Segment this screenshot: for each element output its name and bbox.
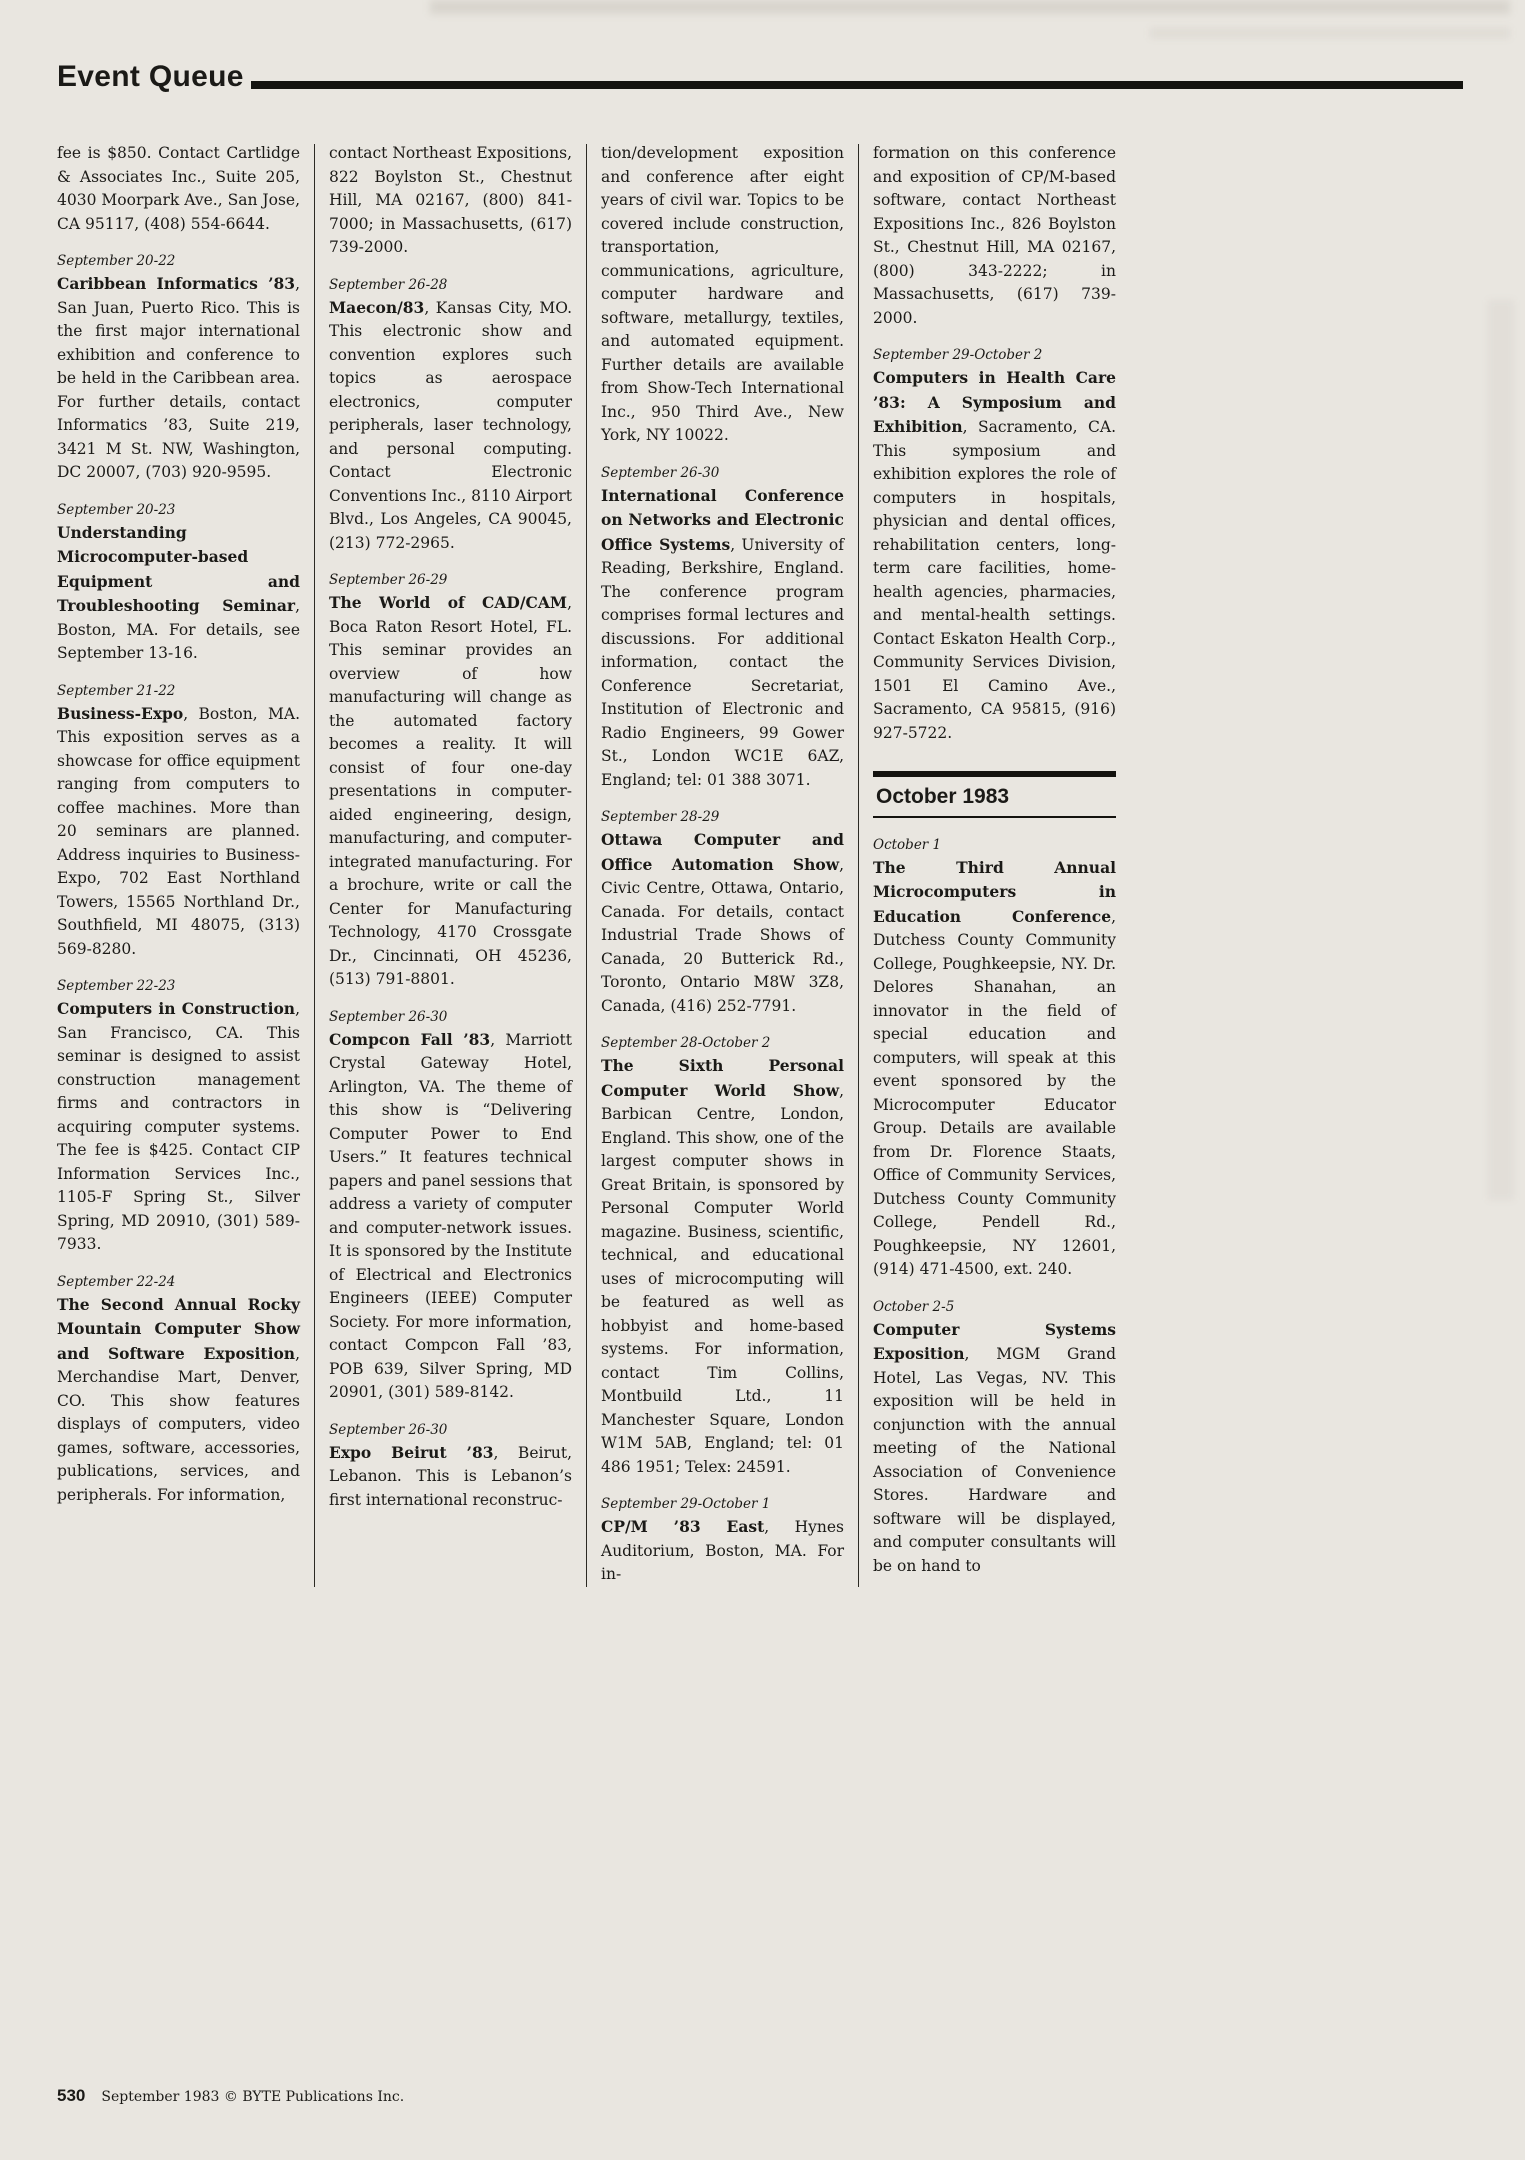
- event-listing: [329, 569, 572, 992]
- page-number: 530: [57, 2086, 86, 2105]
- event-listing: [873, 1296, 1116, 1579]
- event-listing: [57, 250, 300, 485]
- event-paragraph: [601, 828, 844, 1018]
- event-title: International Conference on Networks and Electronic Office Systems: [601, 485, 844, 554]
- event-description: , University of Reading, Berkshire, England. The conference program comprises formal lectures and discussions. For additional information, contact the Conference Secretariat, Institution of Electronic and Radio Engineers, 99 Gower St., London WC1E 6AZ, England; tel: 01 388 3071.: [601, 535, 844, 789]
- column-divider: [314, 144, 315, 1587]
- event-listing: [601, 1493, 844, 1587]
- event-description: , San Juan, Puerto Rico. This is the first major international exhibition and conference to be held in the Caribbean area. For further details, contact Informatics ’83, Suite 219, 3421 M St. NW, Washington, DC 20007, (703) 920-9595.: [57, 275, 300, 481]
- event-date: September 28-29: [601, 809, 720, 825]
- event-paragraph: [329, 591, 572, 992]
- event-date: September 26-30: [329, 1421, 448, 1438]
- event-date: September 26-29: [329, 572, 448, 588]
- event-paragraph: [57, 272, 300, 485]
- scan-artifact: [1150, 28, 1510, 38]
- page-footer: [57, 2086, 404, 2106]
- event-paragraph: [329, 1441, 572, 1513]
- event-title: Computer Systems Exposition: [873, 1319, 1116, 1363]
- header-rule: [251, 81, 1463, 89]
- column-divider: [586, 144, 587, 1587]
- column-4: [873, 142, 1116, 1587]
- event-date: September 29-October 1: [601, 1496, 771, 1512]
- event-date: September 29-October 2: [873, 347, 1043, 363]
- event-title: The Sixth Personal Computer World Show: [601, 1056, 844, 1100]
- event-title: Business-Expo: [57, 703, 184, 723]
- event-listing: [57, 499, 300, 666]
- event-listing: [57, 1271, 300, 1508]
- event-title: Computers in Construction: [57, 999, 296, 1018]
- event-description: , Barbican Centre, London, England. This show, one of the largest computer shows in Great Britain, is sponsored by Personal Computer World magazine. Business, scientific, technical, and educational uses of microcomputing will be featured as well as hobbyist and home-based systems. For information, contact Tim Collins, Montbuild Ltd., 11 Manchester Square, London W1M 5AB, England; tel: 01 486 1951; Telex: 24591.: [601, 1081, 844, 1476]
- event-description: , San Francisco, CA. This seminar is designed to assist construction management firms and contractors in acquiring computer systems. The fee is $425. Contact CIP Information Services Inc., 1105-F Spring St., Silver Spring, MD 20910, (301) 589-7933.: [57, 1000, 300, 1253]
- section-title: Event Queue: [57, 60, 244, 93]
- event-listing: [329, 1419, 572, 1513]
- month-header-label: October 1983: [876, 785, 1010, 808]
- event-description: , Merchandise Mart, Denver, CO. This show features displays of computers, video games, software, accessories, publications, services, and peripherals. For information,: [57, 1344, 300, 1504]
- event-description: , Boston, MA. This exposition serves as a showcase for office equipment ranging from computers to coffee machines. More than 20 seminars are planned. Address inquiries to Business-Expo, 702 East Northland Towers, 15565 Northland Dr., Southfield, MI 48075, (313) 569-8280.: [57, 704, 300, 958]
- event-date: September 21-22: [57, 682, 176, 699]
- event-paragraph: [57, 521, 300, 666]
- event-paragraph: [873, 366, 1116, 745]
- event-date: September 26-30: [329, 1008, 448, 1025]
- event-description: , Marriott Crystal Gateway Hotel, Arlington, VA. The theme of this show is “Delivering Computer Power to End Users.” It features technical papers and panel sessions that address a variety of computer and computer-network issues. It is sponsored by the Institute of Electrical and Electronics Engineers (IEEE) Computer Society. For more information, contact Compcon Fall ’83, POB 639, Silver Spring, MD 20901, (301) 589-8142.: [329, 1030, 573, 1401]
- event-paragraph: [329, 296, 572, 556]
- event-title: Caribbean Informatics ’83: [57, 274, 296, 293]
- event-title: Ottawa Computer and Office Automation Show: [601, 830, 844, 874]
- event-title: CP/M ’83 East: [601, 1517, 765, 1536]
- event-description: , Sacramento, CA. This symposium and exhibition explores the role of computers in hospitals, physician and dental offices, rehabilitation centers, long-term care facilities, home-health agencies, pharmacies, and mental-health settings. Contact Eskaton Health Corp., Community Services Division, 1501 El Camino Ave., Sacramento, CA 95815, (916) 927-5722.: [873, 418, 1116, 742]
- event-paragraph: [873, 1318, 1116, 1579]
- event-date: October 1: [873, 836, 942, 853]
- event-paragraph: [601, 1054, 844, 1479]
- event-listing: [57, 975, 300, 1257]
- event-continuation-text: tion/development exposition and conference after eight years of civil war. Topics to be covered include construction, transportation, communications, agriculture, computer hardware and software, metallurgy, textiles, and automated equipment. Further details are available from Show-Tech International Inc., 950 Third Ave., New York, NY 10022.: [601, 144, 844, 444]
- event-date: October 2-5: [873, 1298, 955, 1315]
- event-paragraph: [57, 1293, 300, 1508]
- event-date: September 20-23: [57, 501, 176, 518]
- event-date: September 22-24: [57, 1273, 176, 1290]
- event-continuation-text: formation on this conference and exposition of CP/M-based software, contact Northeast Expositions Inc., 826 Boylston St., Chestnut Hill, MA 02167, (800) 343-2222; in Massachusetts, (617) 739-2000.: [873, 144, 1116, 327]
- column-1: [57, 142, 300, 1587]
- event-description: , MGM Grand Hotel, Las Vegas, NV. This exposition will be held in conjunction with the annual meeting of the National Association of Convenience Stores. Hardware and software will be displayed, and computer consultants will be on hand to: [873, 1345, 1116, 1575]
- event-listing: [601, 462, 844, 793]
- event-title: Expo Beirut ’83: [329, 1442, 494, 1462]
- event-listing: [329, 274, 572, 556]
- event-paragraph: [601, 1515, 844, 1587]
- event-paragraph: [57, 997, 300, 1257]
- event-title: Computers in Health Care ’83: A Symposium and Exhibition: [873, 368, 1116, 436]
- event-listing: [873, 834, 1116, 1282]
- event-description: , Civic Centre, Ottawa, Ontario, Canada. For details, contact Industrial Trade Shows of Canada, 20 Butterick Rd., Toronto, Ontario M8W 3Z8, Canada, (416) 252-7791.: [601, 855, 844, 1015]
- event-date: September 26-30: [601, 464, 720, 481]
- event-date: September 28-October 2: [601, 1035, 771, 1051]
- event-title: Understanding Microcomputer-based Equipment and Troubleshooting Seminar: [57, 522, 300, 615]
- scan-artifact: [430, 0, 1510, 14]
- event-listing: [329, 1006, 572, 1405]
- event-title: Compcon Fall ’83: [329, 1029, 491, 1049]
- event-listing: [873, 344, 1116, 745]
- event-title: The World of CAD/CAM: [329, 593, 568, 612]
- event-title: Maecon/83: [329, 297, 425, 317]
- column-2: [329, 142, 572, 1587]
- column-divider: [858, 144, 859, 1587]
- event-paragraph: [601, 484, 844, 793]
- event-title: The Third Annual Microcomputers in Education Conference: [873, 857, 1116, 926]
- column-3: [601, 142, 844, 1587]
- imprint: September 1983 © BYTE Publications Inc.: [101, 2089, 405, 2105]
- event-date: September 22-23: [57, 978, 176, 994]
- event-date: September 26-28: [329, 276, 448, 293]
- event-title: The Second Annual Rocky Mountain Computer Show and Software Exposition: [57, 1294, 300, 1363]
- scan-artifact: [1488, 300, 1514, 1200]
- event-listing: [601, 806, 844, 1018]
- event-description: , Beirut, Lebanon. This is Lebanon’s first international reconstruc-: [329, 1443, 572, 1509]
- page-header: [57, 62, 1463, 92]
- event-listing: [601, 1032, 844, 1479]
- event-continuation-text: fee is $850. Contact Cartlidge & Associates Inc., Suite 205, 4030 Moorpark Ave., San Jose, CA 95117, (408) 554-6644.: [57, 144, 300, 233]
- event-description: , Kansas City, MO. This electronic show and convention explores such topics as aerospace electronics, computer peripherals, laser technology, and personal computing. Contact Electronic Conventions Inc., 8110 Airport Blvd., Los Angeles, CA 90045, (213) 772-2965.: [329, 298, 572, 552]
- event-continuation-text: contact Northeast Expositions, 822 Boylston St., Chestnut Hill, MA 02167, (800) 841-7000; in Massachusetts, (617) 739-2000.: [329, 144, 572, 256]
- event-paragraph: [873, 856, 1116, 1282]
- event-description: , Boca Raton Resort Hotel, FL. This seminar provides an overview of how manufacturing will change as the automated factory becomes a reality. It will consist of four one-day presentations in computer-aided engineering, design, manufacturing, and computer-integrated manufacturing. For a brochure, write or call the Center for Manufacturing Technology, 4170 Crossgate Dr., Cincinnati, OH 45236, (513) 791-8801.: [329, 594, 572, 988]
- event-description: , Hynes Auditorium, Boston, MA. For in-: [601, 1518, 844, 1583]
- event-paragraph: [329, 1028, 572, 1405]
- event-description: , Dutchess County Community College, Poughkeepsie, NY. Dr. Delores Shanahan, an innovator in the field of special education and computers, will speak at this event sponsored by the Microcomputer Educator Group. Details are available from Dr. Florence Staats, Office of Community Services, Dutchess County Community College, Pendell Rd., Poughkeepsie, NY 12601, (914) 471-4500, ext. 240.: [873, 907, 1116, 1278]
- event-description: , Boston, MA. For details, see September 13-16.: [57, 597, 300, 662]
- event-columns: [57, 142, 1116, 1587]
- month-section-header: [873, 771, 1116, 818]
- event-paragraph: [57, 702, 300, 962]
- month-header-bottom-rule: [873, 816, 1116, 818]
- event-date: September 20-22: [57, 253, 176, 269]
- event-listing: [57, 680, 300, 962]
